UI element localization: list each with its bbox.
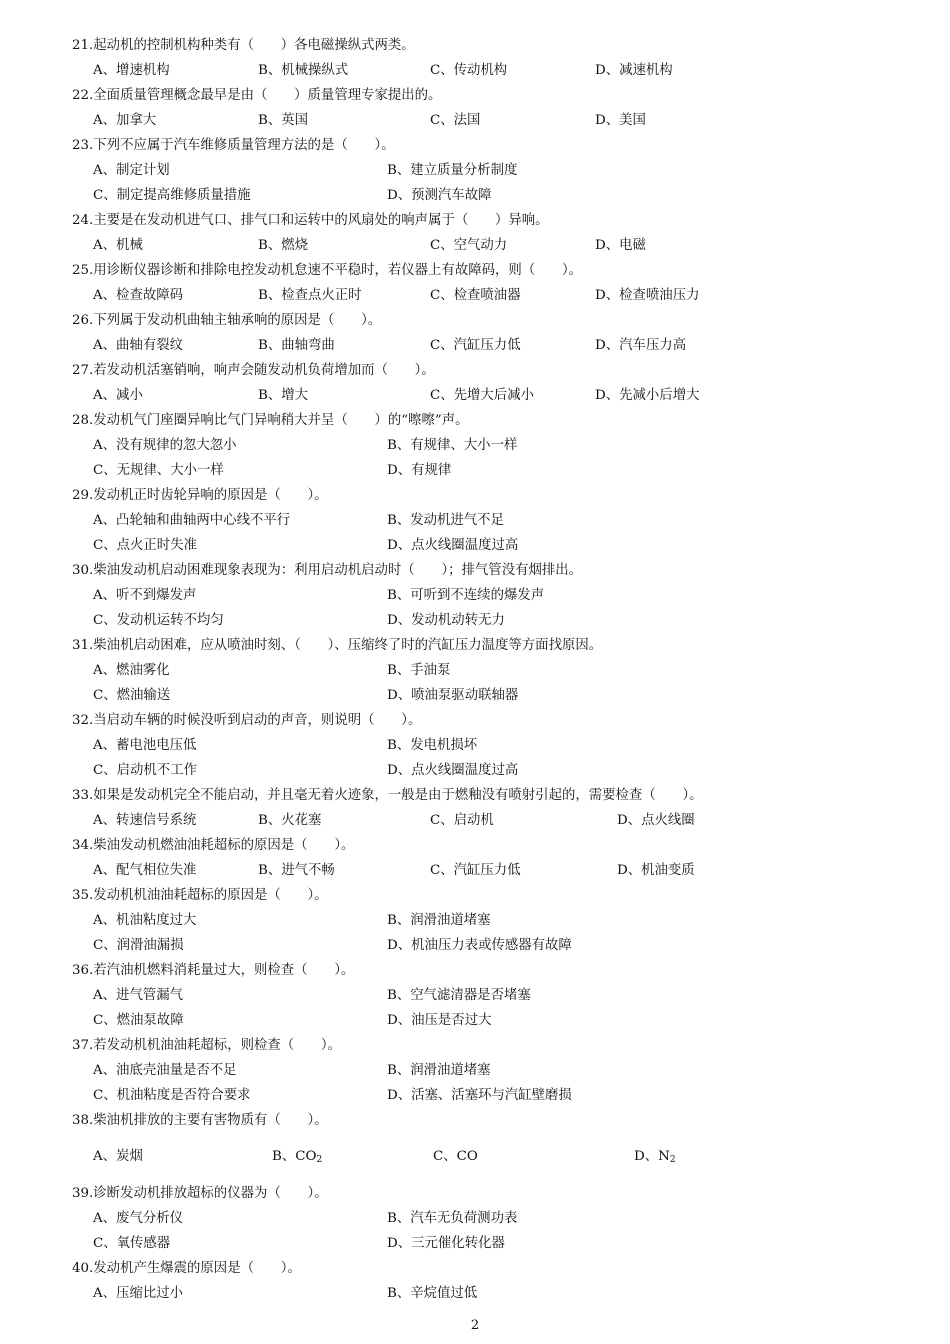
question-text: 21.起动机的控制机构种类有（ ）各电磁操纵式两类。 — [72, 38, 415, 53]
answer-option-label: D、预测汽车故障 — [387, 188, 492, 203]
question-item — [72, 708, 912, 783]
question-item — [72, 1033, 912, 1108]
chemical-subscript: 2 — [316, 1155, 323, 1165]
question-text: 33.如果是发动机完全不能启动，并且毫无着火迹象，一般是由于燃釉没有喷射引起的，需要检查（ ）。 — [72, 788, 703, 803]
question-item — [72, 833, 912, 883]
answer-option — [93, 1138, 143, 1176]
answer-option — [93, 458, 224, 483]
answer-option — [387, 433, 517, 458]
answer-option — [93, 683, 170, 708]
answer-option-label: C、燃油泵故障 — [93, 1013, 184, 1028]
answer-option — [93, 983, 183, 1008]
question-text: 26.下列属于发动机曲轴主轴承响的原因是（ ）。 — [72, 313, 382, 328]
answer-option — [93, 233, 143, 258]
question-item — [72, 1256, 912, 1306]
answer-option — [272, 1138, 322, 1179]
question-item — [72, 33, 912, 83]
question-item — [72, 83, 912, 133]
question-text: 30.柴油发动机启动困难现象表现为：利用启动机启动时（ ）；排气管没有烟排出。 — [72, 563, 583, 578]
answer-option-label: C、汽缸压力低 — [430, 338, 521, 353]
question-item — [72, 258, 912, 308]
option-row — [72, 1231, 912, 1256]
answer-option — [93, 1008, 184, 1033]
answer-option-label: A、压缩比过小 — [93, 1286, 184, 1301]
answer-option — [258, 283, 362, 308]
answer-option-label: D、有规律 — [387, 463, 452, 478]
answer-option — [387, 533, 518, 558]
answer-option-label: B、可听到不连续的爆发声 — [387, 588, 545, 603]
answer-option-label: D、检查喷油压力 — [595, 288, 700, 303]
option-row — [72, 108, 912, 133]
answer-option — [387, 1281, 477, 1306]
answer-option-label: B、英国 — [258, 113, 309, 128]
answer-option — [387, 458, 451, 483]
chemical-subscript: 2 — [669, 1155, 676, 1165]
answer-option — [595, 108, 646, 133]
answer-option-label: A、检查故障码 — [93, 288, 184, 303]
answer-option — [93, 108, 156, 133]
answer-option-label: B、曲轴弯曲 — [258, 338, 335, 353]
answer-option-label: A、减小 — [93, 388, 143, 403]
answer-option — [93, 908, 196, 933]
answer-option-label: B、汽车无负荷测功表 — [387, 1211, 518, 1226]
answer-option — [258, 333, 335, 358]
answer-option-label: D、电磁 — [595, 238, 646, 253]
answer-option-label: B、润滑油道堵塞 — [387, 913, 491, 928]
answer-option — [387, 908, 491, 933]
answer-option-label: C、检查喷油器 — [430, 288, 521, 303]
question-text: 36.若汽油机燃料消耗量过大，则检查（ ）。 — [72, 963, 355, 978]
question-text: 27.若发动机活塞销响，响声会随发动机负荷增加而（ ）。 — [72, 363, 435, 378]
option-row — [72, 683, 912, 708]
answer-option — [387, 583, 544, 608]
answer-option-label: A、蓄电池电压低 — [93, 738, 197, 753]
answer-option-label: B、发动机进气不足 — [387, 513, 504, 528]
answer-option — [93, 508, 290, 533]
answer-option — [430, 283, 521, 308]
answer-option — [387, 1231, 505, 1256]
answer-option-label: A、废气分析仪 — [93, 1211, 184, 1226]
answer-option — [93, 433, 237, 458]
question-text: 37.若发动机机油油耗超标，则检查（ ）。 — [72, 1038, 342, 1053]
answer-option — [595, 233, 646, 258]
answer-option — [93, 808, 196, 833]
answer-option — [387, 658, 450, 683]
answer-option — [387, 1058, 491, 1083]
answer-option — [93, 333, 183, 358]
answer-option-label: D、油压是否过大 — [387, 1013, 492, 1028]
option-row — [72, 458, 912, 483]
answer-option — [595, 383, 699, 408]
answer-option — [387, 683, 518, 708]
answer-option — [93, 1083, 251, 1108]
answer-option-label: B、润滑油道堵塞 — [387, 1063, 491, 1078]
answer-option-label: B、空气滤清器是否堵塞 — [387, 988, 531, 1003]
answer-option — [387, 733, 477, 758]
answer-option-label: C、传动机构 — [430, 63, 508, 78]
answer-option-label: A、油底壳油量是否不足 — [93, 1063, 237, 1078]
answer-option — [387, 758, 518, 783]
answer-option-label: D、三元催化转化器 — [387, 1236, 505, 1251]
answer-option-label: D、减速机构 — [595, 63, 673, 78]
answer-option — [258, 858, 335, 883]
answer-option-label: A、制定计划 — [93, 163, 170, 178]
answer-option-label: C、燃油输送 — [93, 688, 171, 703]
answer-option-label: C、无规律、大小一样 — [93, 463, 224, 478]
question-item — [72, 483, 912, 558]
answer-option — [93, 1206, 183, 1231]
answer-option-label: C、先增大后减小 — [430, 388, 534, 403]
question-text: 28.发动机气门座圈异响比气门异响稍大并呈（ ）的“嚓嚓”声。 — [72, 413, 469, 428]
answer-option — [430, 233, 507, 258]
answer-option-label: C、CO — [433, 1149, 478, 1164]
question-item — [72, 633, 912, 708]
option-row — [72, 183, 912, 208]
question-item — [72, 408, 912, 483]
answer-option — [387, 1083, 572, 1108]
answer-option-label: B、CO — [272, 1149, 317, 1164]
answer-option-label: B、有规律、大小一样 — [387, 438, 518, 453]
answer-option — [430, 858, 521, 883]
answer-option-label: B、手油泵 — [387, 663, 451, 678]
question-text: 40.发动机产生爆震的原因是（ ）。 — [72, 1261, 301, 1276]
answer-option — [634, 1138, 676, 1179]
answer-option — [387, 183, 491, 208]
question-list — [72, 33, 912, 1306]
answer-option — [93, 858, 196, 883]
option-row — [72, 333, 912, 358]
answer-option — [387, 508, 504, 533]
answer-option-label: D、美国 — [595, 113, 646, 128]
answer-option-label: C、法国 — [430, 113, 481, 128]
answer-option-label: D、喷油泵驱动联轴器 — [387, 688, 519, 703]
answer-option — [258, 383, 308, 408]
answer-option-label: A、没有规律的忽大忽小 — [93, 438, 237, 453]
answer-option-label: B、辛烷值过低 — [387, 1286, 478, 1301]
answer-option — [387, 608, 505, 633]
answer-option-label: C、机油粘度是否符合要求 — [93, 1088, 251, 1103]
option-row — [72, 1083, 912, 1108]
answer-option-label: A、配气相位失准 — [93, 863, 197, 878]
answer-option-label: B、机械操纵式 — [258, 63, 349, 78]
answer-option — [258, 233, 308, 258]
question-item — [72, 308, 912, 358]
answer-option-label: D、先减小后增大 — [595, 388, 700, 403]
answer-option-label: A、机油粘度过大 — [93, 913, 197, 928]
answer-option-label: B、增大 — [258, 388, 309, 403]
answer-option-label: A、听不到爆发声 — [93, 588, 197, 603]
answer-option-label: C、启动机 — [430, 813, 494, 828]
answer-option — [93, 183, 251, 208]
answer-option-label: D、点火线圈温度过高 — [387, 763, 519, 778]
answer-option — [93, 583, 196, 608]
option-row — [72, 233, 912, 258]
option-row — [72, 383, 912, 408]
option-row — [72, 733, 912, 758]
option-row — [72, 583, 912, 608]
answer-option — [93, 733, 196, 758]
answer-option-label: D、点火线圈温度过高 — [387, 538, 519, 553]
answer-option-label: C、点火正时失准 — [93, 538, 197, 553]
answer-option — [93, 158, 170, 183]
answer-option — [430, 383, 534, 408]
question-item — [72, 558, 912, 633]
question-item — [72, 958, 912, 1033]
answer-option-label: C、汽缸压力低 — [430, 863, 521, 878]
answer-option-label: A、进气管漏气 — [93, 988, 184, 1003]
option-row — [72, 58, 912, 83]
answer-option — [430, 58, 507, 83]
answer-option — [387, 983, 531, 1008]
question-text: 31.柴油机启动困难，应从喷油时刻、（ ）、压缩终了时的汽缸压力温度等方面找原因。 — [72, 638, 603, 653]
answer-option — [93, 1281, 183, 1306]
answer-option — [595, 333, 686, 358]
option-row — [72, 1058, 912, 1083]
answer-option-label: C、空气动力 — [430, 238, 508, 253]
answer-option-label: A、转速信号系统 — [93, 813, 197, 828]
question-text: 29.发动机正时齿轮异响的原因是（ ）。 — [72, 488, 328, 503]
answer-option — [387, 933, 572, 958]
option-row — [72, 1206, 912, 1231]
answer-option-label: C、润滑油漏损 — [93, 938, 184, 953]
page-number: 2 — [470, 1318, 480, 1333]
answer-option-label: B、检查点火正时 — [258, 288, 362, 303]
answer-option-label: A、凸轮轴和曲轴两中心线不平行 — [93, 513, 291, 528]
answer-option-label: B、建立质量分析制度 — [387, 163, 518, 178]
question-text: 39.诊断发动机排放超标的仪器为（ ）。 — [72, 1186, 328, 1201]
answer-option-label: A、燃油雾化 — [93, 663, 170, 678]
option-row — [72, 533, 912, 558]
answer-option — [93, 933, 184, 958]
option-row — [72, 158, 912, 183]
question-item — [72, 358, 912, 408]
question-item — [72, 133, 912, 208]
question-text: 34.柴油发动机燃油油耗超标的原因是（ ）。 — [72, 838, 355, 853]
answer-option — [617, 808, 695, 833]
answer-option-label: D、机油变质 — [617, 863, 695, 878]
option-row — [72, 908, 912, 933]
answer-option-label: B、进气不畅 — [258, 863, 335, 878]
option-row — [72, 658, 912, 683]
question-item — [72, 208, 912, 258]
answer-option-label: A、曲轴有裂纹 — [93, 338, 184, 353]
answer-option-label: D、活塞、活塞环与汽缸壁磨损 — [387, 1088, 572, 1103]
answer-option-label: B、火花塞 — [258, 813, 322, 828]
option-row — [72, 858, 912, 883]
answer-option-label: D、N — [634, 1149, 670, 1164]
answer-option — [595, 58, 673, 83]
question-item — [72, 883, 912, 958]
question-text: 38.柴油机排放的主要有害物质有（ ）。 — [72, 1113, 328, 1128]
question-text: 22.全面质量管理概念最早是由（ ）质量管理专家提出的。 — [72, 88, 442, 103]
answer-option — [258, 58, 348, 83]
answer-option — [387, 158, 517, 183]
question-text: 35.发动机机油油耗超标的原因是（ ）。 — [72, 888, 328, 903]
question-item — [72, 783, 912, 833]
answer-option-label: A、机械 — [93, 238, 143, 253]
answer-option-label: B、发电机损坏 — [387, 738, 478, 753]
answer-option — [93, 533, 197, 558]
answer-option-label: D、机油压力表或传感器有故障 — [387, 938, 572, 953]
answer-option-label: D、发动机动转无力 — [387, 613, 505, 628]
answer-option — [430, 333, 521, 358]
answer-option — [617, 858, 695, 883]
option-row — [72, 808, 912, 833]
answer-option-label: D、汽车压力高 — [595, 338, 687, 353]
option-row — [72, 1138, 912, 1176]
answer-option — [93, 58, 170, 83]
answer-option — [433, 1138, 478, 1176]
answer-option-label: C、氧传感器 — [93, 1236, 171, 1251]
answer-option-label: C、制定提高维修质量措施 — [93, 188, 251, 203]
option-row — [72, 283, 912, 308]
option-row — [72, 1281, 912, 1306]
answer-option-label: A、加拿大 — [93, 113, 157, 128]
answer-option — [430, 108, 480, 133]
option-row — [72, 758, 912, 783]
question-text: 25.用诊断仪器诊断和排除电控发动机怠速不平稳时，若仪器上有故障码，则（ ）。 — [72, 263, 583, 278]
answer-option — [430, 808, 494, 833]
question-item — [72, 1181, 912, 1256]
answer-option-label: A、炭烟 — [93, 1149, 143, 1164]
option-row — [72, 508, 912, 533]
option-row — [72, 1008, 912, 1033]
answer-option — [595, 283, 699, 308]
answer-option — [93, 283, 183, 308]
option-row — [72, 983, 912, 1008]
question-text: 24.主要是在发动机进气口、排气口和运转中的风扇处的响声属于（ ）异响。 — [72, 213, 549, 228]
option-row — [72, 933, 912, 958]
answer-option — [258, 808, 321, 833]
answer-option — [93, 1231, 170, 1256]
answer-option-label: C、发动机运转不均匀 — [93, 613, 224, 628]
answer-option-label: D、点火线圈 — [617, 813, 695, 828]
answer-option — [93, 383, 143, 408]
answer-option — [387, 1206, 517, 1231]
answer-option — [93, 758, 197, 783]
answer-option — [258, 108, 308, 133]
answer-option — [93, 608, 224, 633]
option-row — [72, 433, 912, 458]
answer-option — [93, 1058, 237, 1083]
option-row — [72, 608, 912, 633]
answer-option — [93, 658, 170, 683]
answer-option-label: B、燃烧 — [258, 238, 309, 253]
question-text: 32.当启动车辆的时候没听到启动的声音，则说明（ ）。 — [72, 713, 422, 728]
answer-option — [387, 1008, 491, 1033]
question-text: 23.下列不应属于汽车维修质量管理方法的是（ ）。 — [72, 138, 395, 153]
answer-option-label: A、增速机构 — [93, 63, 170, 78]
answer-option-label: C、启动机不工作 — [93, 763, 197, 778]
question-item — [72, 1108, 912, 1176]
